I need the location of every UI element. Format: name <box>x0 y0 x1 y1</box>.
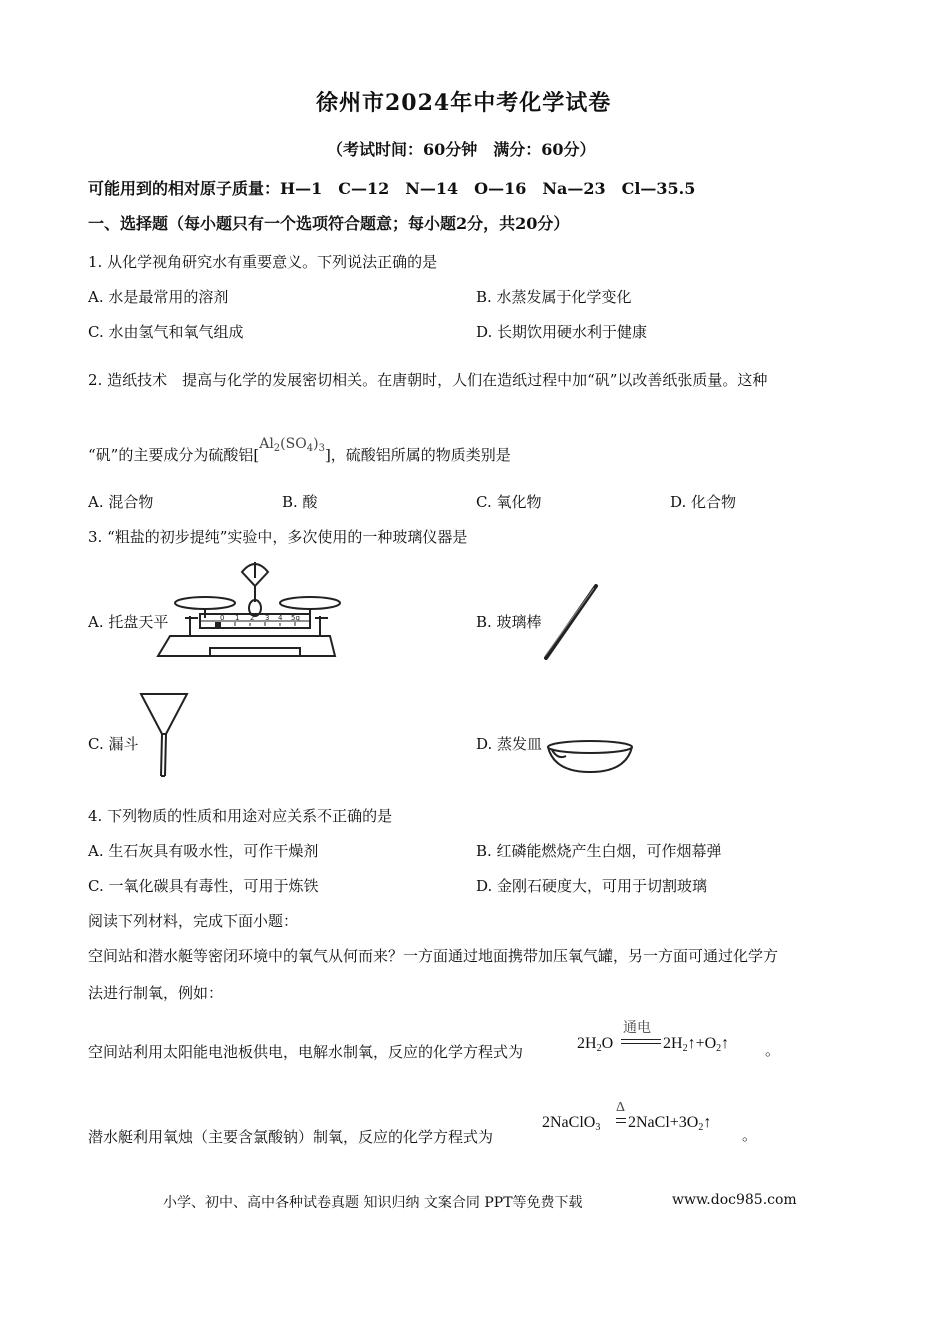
q2-stem-pre: “矾”的主要成分为硫酸铝[ <box>88 446 260 464</box>
q4-option-b: B. 红磷能燃烧产生白烟，可作烟幕弹 <box>476 842 722 860</box>
scale-tick-2: 2 <box>250 614 255 622</box>
reading-paragraph-line1: 空间站和潜水艇等密闭环境中的氧气从何而来？一方面通过地面携带加压氧气罐，另一方面可通过化学方 <box>88 947 779 965</box>
exam-info: （考试时间：60分钟 满分：60分） <box>327 140 596 159</box>
q1-option-b: B. 水蒸发属于化学变化 <box>476 288 632 306</box>
eq1-left-sub: 2 <box>596 1043 602 1054</box>
oxygen-candle-equation <box>542 1100 762 1144</box>
eq2-condition: Δ <box>616 1100 626 1115</box>
eq1-equals-sign <box>621 1039 661 1044</box>
eq1-text: 空间站利用太阳能电池板供电，电解水制氧，反应的化学方程式为 <box>88 1043 524 1061</box>
atomic-masses: 可能用到的相对原子质量：H—1 C—12 N—14 O—16 Na—23 Cl—35.5 <box>88 179 696 198</box>
aluminum-sulfate-formula: $Al_2(SO_4)_3$ <box>259 436 325 454</box>
q2-stem-line1: 2. 造纸技术 提高与化学的发展密切相关。在唐朝时，人们在造纸过程中加“矾”以改善纸张质量。这种 <box>88 371 768 389</box>
q3-option-b: B. 玻璃棒 <box>476 613 542 631</box>
q2-option-a: A. 混合物 <box>88 493 154 511</box>
formula-sub-2: 2 <box>273 443 281 454</box>
eq1-right <box>663 1035 729 1054</box>
eq1-r2-sub: 2 <box>716 1043 722 1054</box>
scale-tick-5: 5g <box>291 614 300 622</box>
q1-option-a: A. 水是最常用的溶剂 <box>88 288 229 306</box>
balance-illustration <box>150 556 340 664</box>
q2-option-d: D. 化合物 <box>670 493 737 511</box>
q3-option-a: A. 托盘天平 <box>88 613 169 631</box>
eq1-r1-sub: 2 <box>682 1043 688 1054</box>
formula-so: SO <box>285 436 307 452</box>
q2-option-c: C. 氧化物 <box>476 493 542 511</box>
eq2-left <box>542 1114 600 1133</box>
q1-option-c: C. 水由氢气和氧气组成 <box>88 323 244 341</box>
q4-option-a: A. 生石灰具有吸水性，可作干燥剂 <box>88 842 319 860</box>
eq1-r1: 2H <box>663 1035 683 1052</box>
eq2-left-sub: 3 <box>595 1122 601 1133</box>
funnel-illustration <box>138 690 190 778</box>
eq1-left <box>577 1035 613 1054</box>
eq1-period: 。 <box>765 1043 781 1059</box>
q3-stem: 3. “粗盐的初步提纯”实验中，多次使用的一种玻璃仪器是 <box>88 528 468 546</box>
eq1-left-h: 2H <box>577 1035 597 1052</box>
q4-stem: 4. 下列物质的性质和用途对应关系不正确的是 <box>88 807 393 825</box>
q4-option-d: D. 金刚石硬度大，可用于切割玻璃 <box>476 877 708 895</box>
formula-al: Al <box>259 436 274 452</box>
eq1-left-o: O <box>601 1035 614 1052</box>
eq1-r2: ↑+O <box>687 1035 717 1052</box>
eq2-right-sub: 2 <box>698 1122 704 1133</box>
eq2-arrow: ↑ <box>703 1114 712 1131</box>
eq2-right <box>628 1114 711 1133</box>
q3-option-d: D. 蒸发皿 <box>476 735 543 753</box>
formula-sub-4: 4 <box>306 443 314 454</box>
q2-stem-post: ]，硫酸铝所属的物质类别是 <box>324 446 511 464</box>
eq1-condition: 通电 <box>623 1021 651 1036</box>
eq2-right-formula: 2NaCl+3O <box>628 1114 699 1131</box>
q4-option-c: C. 一氧化碳具有毒性，可用于炼铁 <box>88 877 319 895</box>
eq2-text: 潜水艇利用氧烛（主要含氯酸钠）制氧，反应的化学方程式为 <box>88 1128 494 1146</box>
scale-tick-4: 4 <box>278 614 283 622</box>
eq1-arrow: ↑ <box>721 1035 730 1052</box>
q2-stem-line2 <box>88 436 511 471</box>
eq2-equals-sign <box>616 1118 626 1123</box>
scale-tick-3: 3 <box>265 614 270 622</box>
reading-intro: 阅读下列材料，完成下面小题： <box>88 912 299 930</box>
q1-option-d: D. 长期饮用硬水利于健康 <box>476 323 648 341</box>
glass-rod-illustration <box>540 582 602 662</box>
electrolysis-equation <box>577 1017 781 1059</box>
page-title: 徐州市2024年中考化学试卷 <box>316 90 612 116</box>
footer-url[interactable]: www.doc985.com <box>672 1192 797 1208</box>
footer-text: 小学、初中、高中各种试卷真题 知识归纳 文案合同 PPT等免费下载 <box>163 1195 583 1211</box>
eq2-left-formula: 2NaClO <box>542 1114 596 1131</box>
section-title: 一、选择题（每小题只有一个选项符合题意；每小题2分，共20分） <box>88 214 570 233</box>
reading-paragraph-line2: 法进行制氧，例如： <box>88 984 224 1002</box>
scale-tick-0: 0 <box>220 614 225 622</box>
q2-option-b: B. 酸 <box>282 493 318 511</box>
eq2-period: 。 <box>742 1128 758 1144</box>
formula-sub-3: 3 <box>318 443 325 454</box>
q3-option-c: C. 漏斗 <box>88 735 139 753</box>
evaporating-dish-illustration <box>544 738 636 776</box>
q1-stem: 1. 从化学视角研究水有重要意义。下列说法正确的是 <box>88 253 438 271</box>
scale-tick-1: 1 <box>235 614 240 622</box>
